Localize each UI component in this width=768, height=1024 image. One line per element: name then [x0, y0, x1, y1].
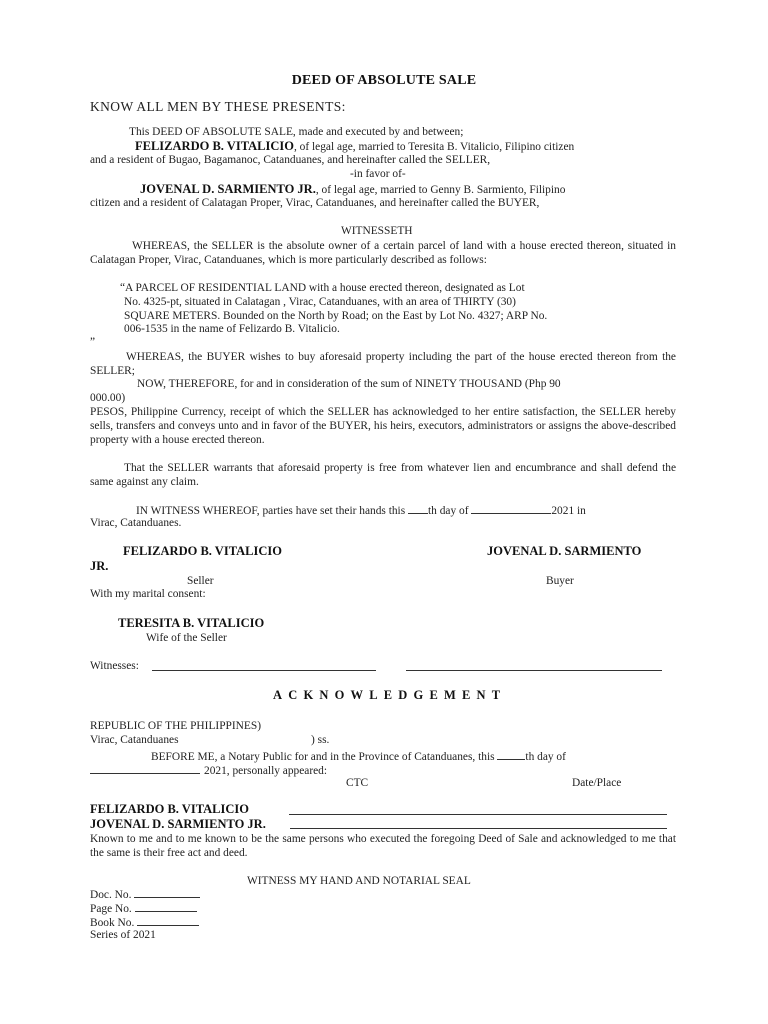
parcel-line-3: SQUARE METERS. Bounded on the North by Road; on the East by Lot No. 4327; ARP No. — [124, 310, 548, 322]
closing-quote: ” — [90, 336, 96, 348]
witnesses-label: Witnesses: — [90, 660, 139, 672]
parcel-line-2: No. 4325-pt, situated in Calatagan , Virac, Catanduanes, with an area of THIRTY (30) — [124, 296, 516, 308]
signature-buyer-name: JOVENAL D. SARMIENTO — [487, 544, 642, 558]
now-therefore-line-1: NOW, THEREFORE, for and in consideration of the sum of NINETY THOUSAND (Php 90 — [137, 378, 561, 390]
before-me-text-a: BEFORE ME, a Notary Public for and in the Province of Catanduanes, this — [151, 751, 498, 763]
page-no-blank[interactable] — [135, 900, 197, 912]
witness-seal-heading: WITNESS MY HAND AND NOTARIAL SEAL — [247, 875, 471, 887]
before-me-text-c: 2021, personally appeared: — [204, 765, 328, 777]
witness-2-signature-line[interactable] — [406, 670, 662, 671]
seller-clause-line-1 — [135, 139, 574, 154]
series-field: Series of 2021 — [90, 929, 156, 941]
known-to-me-paragraph: Known to me and to me known to be the same persons who executed the foregoing Deed of Sale and acknowledged to me that the same is their free act and deed. — [90, 833, 676, 859]
marital-consent-label: With my marital consent: — [90, 588, 206, 600]
witnesseth-heading: WITNESSETH — [341, 225, 413, 237]
in-favor-of: -in favor of- — [350, 168, 406, 180]
whereas-paragraph-2: WHEREAS, the BUYER wishes to buy aforesaid property including the part of the house erected thereon from the SELLER; — [90, 351, 676, 377]
ack-month-blank[interactable] — [90, 762, 200, 774]
buyer-clause-line-1 — [140, 182, 565, 197]
ack-buyer-name: JOVENAL D. SARMIENTO JR. — [90, 817, 266, 831]
seller-name: FELIZARDO B. VITALICIO — [135, 139, 294, 153]
ack-buyer-ctc-line[interactable] — [290, 828, 667, 829]
wife-name: TERESITA B. VITALICIO — [118, 616, 265, 630]
venue-ss: ) ss. — [311, 734, 330, 746]
in-witness-text-c: 2021 in — [551, 505, 586, 517]
before-me-line-2 — [90, 762, 327, 778]
ack-seller-name: FELIZARDO B. VITALICIO — [90, 802, 249, 816]
acknowledgement-heading: ACKNOWLEDGEMENT — [273, 688, 507, 702]
republic-line: REPUBLIC OF THE PHILIPPINES) — [90, 720, 261, 732]
know-all-heading: KNOW ALL MEN BY THESE PRESENTS: — [90, 99, 346, 114]
buyer-desc-1: , of legal age, married to Genny B. Sarmiento, Filipino — [315, 184, 566, 196]
doc-no-blank[interactable] — [134, 886, 200, 898]
in-witness-text-b: th day of — [428, 505, 472, 517]
page-no-label: Page No. — [90, 903, 132, 915]
witness-1-signature-line[interactable] — [152, 670, 376, 671]
warranty-paragraph: That the SELLER warrants that aforesaid property is free from whatever lien and encumbrance and shall defend the same against any claim. — [90, 462, 676, 488]
wife-role: Wife of the Seller — [146, 632, 227, 644]
in-witness-line-1 — [136, 502, 586, 518]
parcel-line-1: “A PARCEL OF RESIDENTIAL LAND with a house erected thereon, designated as Lot — [120, 282, 525, 294]
venue-city: Virac, Catanduanes — [90, 734, 179, 746]
book-no-label: Book No. — [90, 917, 135, 929]
ack-day-blank[interactable] — [497, 748, 525, 760]
ctc-label: CTC — [346, 777, 369, 789]
in-witness-text-a: IN WITNESS WHEREOF, parties have set their hands this — [136, 505, 409, 517]
in-witness-line-2: Virac, Catanduanes. — [90, 517, 182, 529]
parcel-line-4: 006-1535 in the name of Felizardo B. Vitalicio. — [124, 323, 340, 335]
seller-desc-1: , of legal age, married to Teresita B. Vitalicio, Filipino citizen — [293, 141, 575, 153]
seller-desc-2: and a resident of Bugao, Bagamanoc, Catanduanes, and hereinafter called the SELLER, — [90, 154, 491, 166]
whereas-paragraph-1: WHEREAS, the SELLER is the absolute owner of a certain parcel of land with a house erected thereon, situated in Calatagan Proper, Virac, Catanduanes, which is more particularly described as follows: — [90, 240, 676, 266]
signature-buyer-suffix: JR. — [90, 559, 109, 573]
now-therefore-line-2: 000.00) — [90, 392, 126, 404]
buyer-desc-2: citizen and a resident of Calatagan Proper, Virac, Catanduanes, and hereinafter called the BUYER, — [90, 197, 540, 209]
signature-buyer-role: Buyer — [546, 575, 574, 587]
date-place-label: Date/Place — [572, 777, 622, 789]
buyer-name: JOVENAL D. SARMIENTO JR. — [140, 182, 316, 196]
month-blank[interactable] — [471, 502, 551, 514]
document-title: DEED OF ABSOLUTE SALE — [291, 73, 477, 88]
doc-no-label: Doc. No. — [90, 889, 132, 901]
signature-seller-role: Seller — [187, 575, 214, 587]
book-no-blank[interactable] — [137, 914, 199, 926]
day-blank[interactable] — [408, 502, 428, 514]
before-me-text-b: th day of — [525, 751, 566, 763]
signature-seller-name: FELIZARDO B. VITALICIO — [123, 544, 282, 558]
ack-seller-ctc-line[interactable] — [289, 814, 667, 815]
intro-text: This DEED OF ABSOLUTE SALE, made and executed by and between; — [129, 126, 464, 138]
now-therefore-paragraph: PESOS, Philippine Currency, receipt of which the SELLER has acknowledged to her entire satisfaction, the SELLER hereby sells, transfers and conveys unto and in favor of the BUYER, his heirs, executors, administrators or assigns the above-described property with a house erected thereon. — [90, 406, 676, 446]
